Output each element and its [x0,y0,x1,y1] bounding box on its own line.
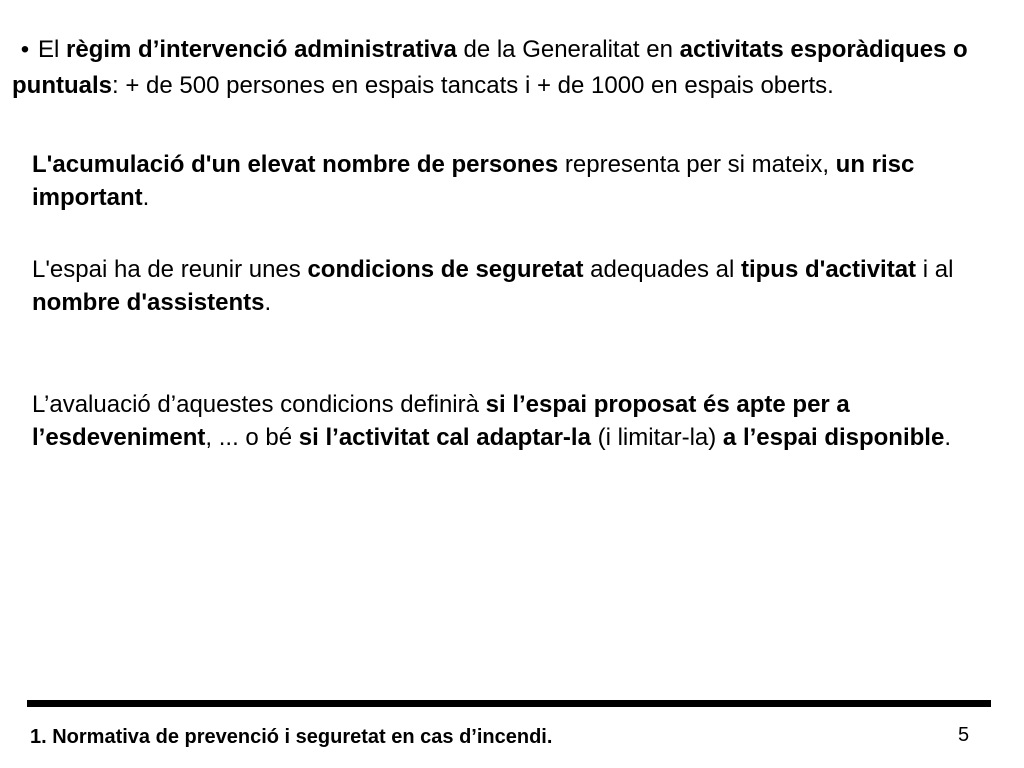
text-run: El [38,36,67,63]
text-run: i al [916,256,954,283]
bold-run: activitats esporàdiques o puntuals [12,36,968,99]
bold-run: tipus d'activitat [740,256,917,283]
bold-run: nombre d'assistents [32,289,265,316]
text-run: L'espai ha de reunir unes [32,256,308,283]
paragraph-conditions [32,253,1012,319]
text-run: de la Generalitat en [456,36,680,63]
bold-run: L'acumulació d'un elevat nombre de persones [32,151,559,178]
paragraph-risk [32,148,1012,214]
text-run: L’avaluació d’aquestes condicions definirà [32,391,486,418]
text-run: (i limitar-la) [590,424,723,451]
bold-run: si l’activitat cal adaptar-la [298,424,591,451]
text-run: . [264,289,272,316]
footer-title: 1. Normativa de prevenció i seguretat en cas d’incendi. [30,726,553,748]
text-run: , ... o bé [205,424,299,451]
bullet-paragraph [12,32,1012,104]
text-run: . [142,184,150,211]
bold-run: règim d’intervenció administrativa [66,36,457,63]
bold-run: condicions de seguretat [307,256,584,283]
bold-run: a l’espai disponible [722,424,945,451]
bold-run: un risc important [32,151,915,211]
text-run: representa per si mateix, [558,151,836,178]
page-number: 5 [958,724,970,746]
text-run: : + de 500 persones en espais tancats i + de 1000 en espais oberts. [112,72,834,99]
bullet-dot: • [20,36,30,63]
paragraph-evaluation [32,388,1012,454]
footer-divider [27,700,991,707]
bold-run: si l’espai proposat és apte per a l’esdeveniment [32,391,850,451]
text-run: . [944,424,951,451]
text-run: adequades al [583,256,741,283]
